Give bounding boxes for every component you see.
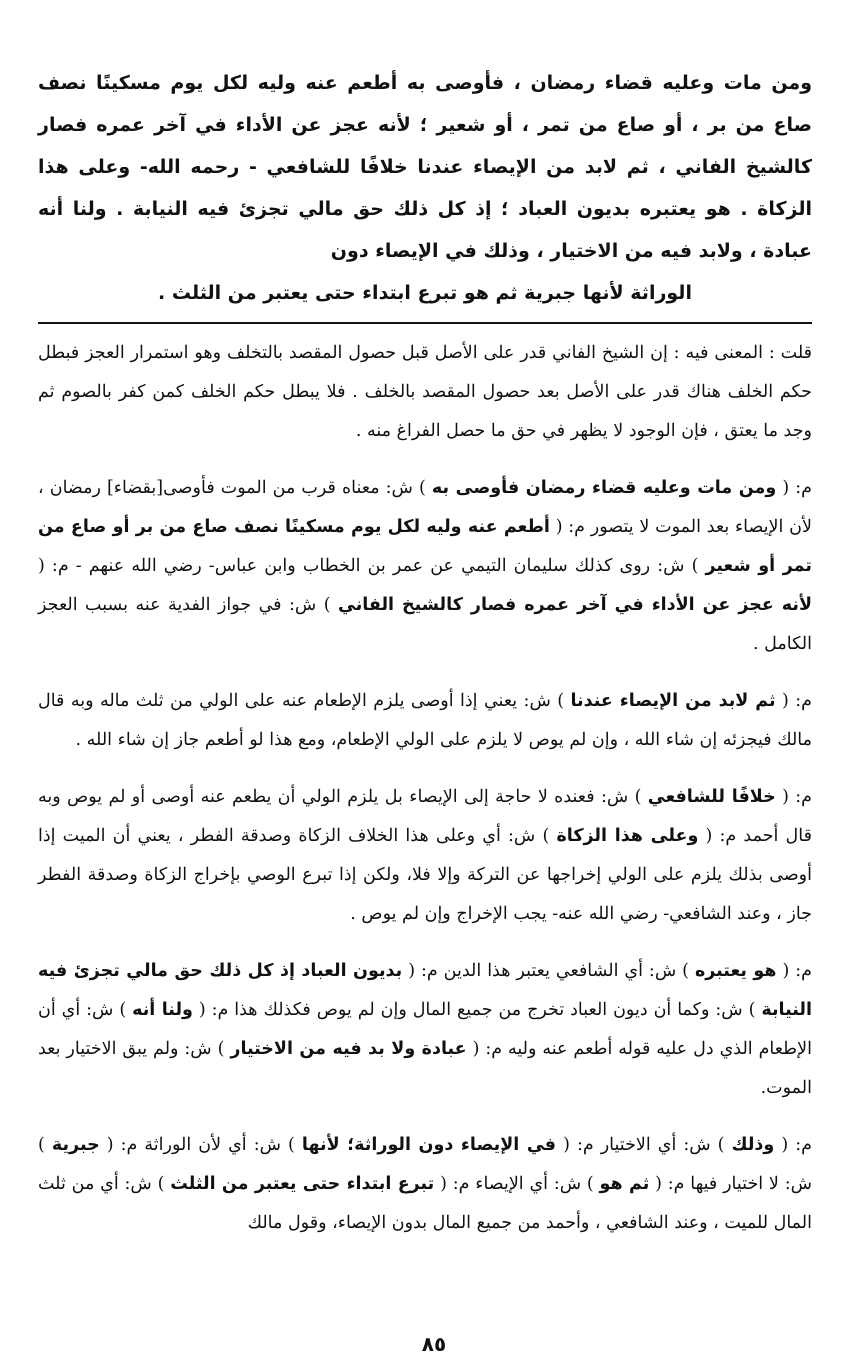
quoted-text: أطعم عنه وليه لكل يوم مسكينًا نصف صاع من بر أو صاع من تمر أو شعير [38, 517, 812, 576]
quoted-text: ولنا أنه [132, 1000, 193, 1020]
commentary-text: ) ش: أي من ثلث المال للميت ، وعند الشافعي ، وأحمد من جميع المال بدون الإيصاء، وقول مالك [38, 1174, 812, 1233]
marker: م: ( [782, 478, 812, 498]
marker: م: ( [782, 961, 812, 981]
main-text-block [38, 62, 812, 314]
commentary-text: ) ش: فعنده لا حاجة إلى الإيصاء بل يلزم الولي أن يطعم عنه أوصى أو لم يوص وبه قال أحمد م: ( [38, 787, 812, 846]
quoted-text: لأنه عجز عن الأداء في آخر عمره فصار كالشيخ الفاني [338, 595, 812, 615]
quoted-text: ثم هو [599, 1174, 650, 1194]
commentary-text: ) ش: أي لأن الوراثة م: ( [106, 1135, 295, 1155]
quoted-text: خلافًا للشافعي [647, 787, 776, 807]
quoted-text: جبرية [51, 1135, 100, 1155]
commentary-text: ) ش: أي الإيصاء م: ( [440, 1174, 594, 1194]
commentary-paragraph-6 [38, 1126, 812, 1243]
commentary-text: ) ش: أي الاختيار م: ( [563, 1135, 725, 1155]
commentary-paragraph-3 [38, 682, 812, 760]
main-text-paragraph: ومن مات وعليه قضاء رمضان ، فأوصى به أطعم عنه وليه لكل يوم مسكينًا نصف صاع من بر ، أو صاع من تمر ، أو شعير ؛ لأنه عجز عن الأداء في آخر عمره فصار كالشيخ الفاني ، ثم لابد من الإيصاء عندنا خلافًا للشافعي - رحمه الله- وعلى هذا الزكاة . هو يعتبره بديون العباد ؛ إذ كل ذلك حق مالي تجزئ فيه النيابة . ولنا أنه عبادة ، ولابد فيه من الاختيار ، وذلك في الإيصاء دون [38, 72, 812, 262]
quoted-text: بديون العباد إذ كل ذلك حق مالي تجزئ فيه النيابة [38, 961, 812, 1020]
quoted-text: في الإيصاء دون الوراثة؛ لأنها [301, 1135, 557, 1155]
commentary-text: ) ش: وكما أن ديون العباد تخرج من جميع المال وإن لم يوص فكذلك هذا م: ( [198, 1000, 756, 1020]
commentary-paragraph-4 [38, 778, 812, 934]
commentary-text: ) ش: أي الشافعي يعتبر هذا الدين م: ( [408, 961, 689, 981]
quoted-text: وذلك [731, 1135, 775, 1155]
commentary-text: ) ش: ولم يبق الاختيار بعد الموت. [38, 1039, 812, 1098]
commentary-paragraph-1: قلت : المعنى فيه : إن الشيخ الفاني قدر على الأصل قبل حصول المقصد بالتخلف وهو استمرار العجز فبطل حكم الخلف هناك قدر على الأصل بعد حصول المقصد بالخلف . فلا يبطل حكم الخلف كمن كفر بالصوم ثم وجد ما يعتق ، فإن الوجود لا يظهر في حق ما حصل الفراغ منه . [38, 343, 812, 441]
commentary-text: ) ش: معناه قرب من الموت فأوصى[بقضاء] رمضان ، لأن الإيصاء بعد الموت لا يتصور م: ( [38, 478, 812, 537]
commentary-text: ) ش: روى كذلك سليمان التيمي عن عمر بن الخطاب وابن عباس- رضي الله عنهم - م: ( [38, 556, 699, 576]
quoted-text: وعلى هذا الزكاة [556, 826, 699, 846]
quoted-text: عبادة ولا بد فيه من الاختيار [230, 1039, 467, 1059]
marker: م: ( [781, 1135, 812, 1155]
commentary-text: ) ش: أي أن الإطعام الذي دل عليه قوله أطعم عنه وليه م: ( [38, 1000, 812, 1059]
commentary-text: ) ش: في جواز الفدية عنه بسبب العجز الكامل . [38, 595, 812, 654]
commentary-block [38, 334, 812, 1243]
main-text-last-line: الوراثة لأنها جبرية ثم هو تبرع ابتداء حتى يعتبر من الثلث . [158, 282, 692, 304]
quoted-text: ثم لابد من الإيصاء عندنا [570, 691, 776, 711]
marker: م: ( [782, 787, 812, 807]
commentary-paragraph-2 [38, 469, 812, 664]
separator-line [38, 322, 812, 324]
page-number: ٨٥ [421, 1332, 447, 1356]
commentary-text: ) ش: لا اختيار فيها م: ( [38, 1135, 812, 1194]
marker: م: ( [782, 691, 812, 711]
commentary-text: ) ش: يعني إذا أوصى يلزم الإطعام عنه على الولي من ثلث ماله وبه قال مالك فيجزئه إن شاء الله ، وإن لم يوص لا يلزم على الولي الإطعام، ومع هذا لو أطعم جاز إن شاء الله . [38, 691, 812, 750]
quoted-text: هو يعتبره [694, 961, 777, 981]
quoted-text: ومن مات وعليه قضاء رمضان فأوصى به [431, 478, 777, 498]
commentary-paragraph-5 [38, 952, 812, 1108]
quoted-text: تبرع ابتداء حتى يعتبر من الثلث [170, 1174, 435, 1194]
commentary-text: ) ش: أي وعلى هذا الخلاف الزكاة وصدقة الفطر ، يعني أن الميت إذا أوصى بذلك يلزم على الولي إخراجها عن التركة وإلا فلا، ولكن إذا تبرع الوصي بإخراج الزكاة وصدقة الفطر جاز ، وعند الشافعي- رضي الله عنه- يجب الإخراج وإن لم يوص . [38, 826, 812, 924]
page-content [38, 62, 812, 1261]
